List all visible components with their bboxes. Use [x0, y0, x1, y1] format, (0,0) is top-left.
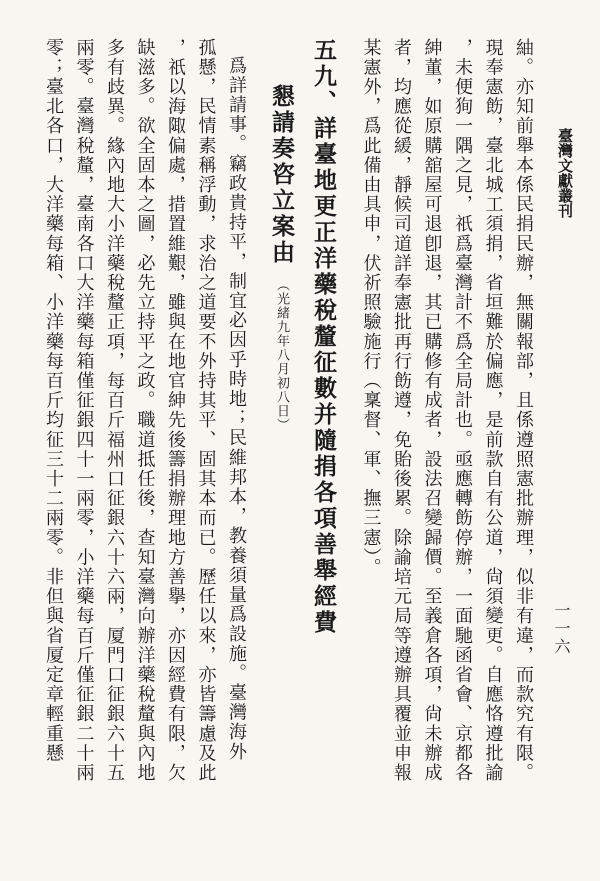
section-date: （光緒九年八月初八日）	[274, 278, 289, 432]
text-column: ，未便狥一隅之見，祇爲臺灣計不爲全局計也。亟應轉飭停辦，一面馳函省會、京都各	[452, 38, 473, 783]
text-column: 某憲外，爲此備由具申，伏祈照驗施行（稟督、軍、撫三憲）。	[360, 38, 382, 578]
text-column: 缺滋多。欲全固本之圖，必先立持平之政。職道抵任後，查知臺灣向辦洋藥稅釐與內地	[134, 38, 156, 783]
text-column: 孤懸，民情素稱浮動，求治之道要不外持其平、固其本而已。歷任以來，亦皆籌慮及此	[195, 38, 217, 783]
text-column: 零；臺北各口，大洋藥每箱、小洋藥每百斤均征三十二兩零。非但與省厦定章輕重懸	[43, 38, 64, 764]
text-column: 者，均應從緩，靜候司道詳奉憲批再行飭遵，免貽後累。除諭培元局等遵辦具覆並申報	[391, 38, 412, 783]
running-title: 臺灣文獻叢刊	[556, 128, 574, 218]
text-column: ，祇以海陬偏處，措置維艱，雖與在地官紳先後籌捐辦理地方善擧，亦因經費有限，欠	[165, 38, 186, 783]
text-column: 紳董，如原購舘屋可退卽退，其已購修有成者，設法召變歸價。至義倉各項，尙未辦成	[421, 38, 443, 783]
text-column: 現奉憲飭，臺北城工須捐，省垣難於偏應，是前款自有公道，尙須變更。自應恪遵批諭	[482, 38, 504, 783]
section-title-line2: 懇請奏咨立案由	[268, 84, 295, 266]
section-subtitle	[261, 38, 301, 858]
section-spacer	[251, 38, 261, 858]
text-column: 多有歧異。緣內地大小洋藥稅釐正項，每百斤福州口征銀六十六兩，厦門口征銀六十五	[104, 38, 125, 783]
text-column: 爲詳請事。竊政貴持平，制宜必因乎時地；民維邦本，教養須量爲設施。臺灣海外	[226, 56, 247, 762]
section-title-line1: 五九、詳臺地更正洋藥稅釐征數并隨捐各項善舉經費	[310, 38, 337, 636]
text-column: 兩零。臺灣稅釐，臺南各口大洋藥每箱僅征銀四十一兩零，小洋藥每百斤僅征銀二十兩	[73, 38, 95, 783]
section-spacer	[345, 38, 355, 858]
text-column: 紬。亦知前舉本係民捐民辦，無關報部，且係遵照憲批辦理，似非有違，而款究有限。	[513, 38, 534, 783]
page-number: 一一六	[552, 602, 571, 656]
section-title	[301, 38, 345, 858]
main-text	[43, 38, 538, 858]
